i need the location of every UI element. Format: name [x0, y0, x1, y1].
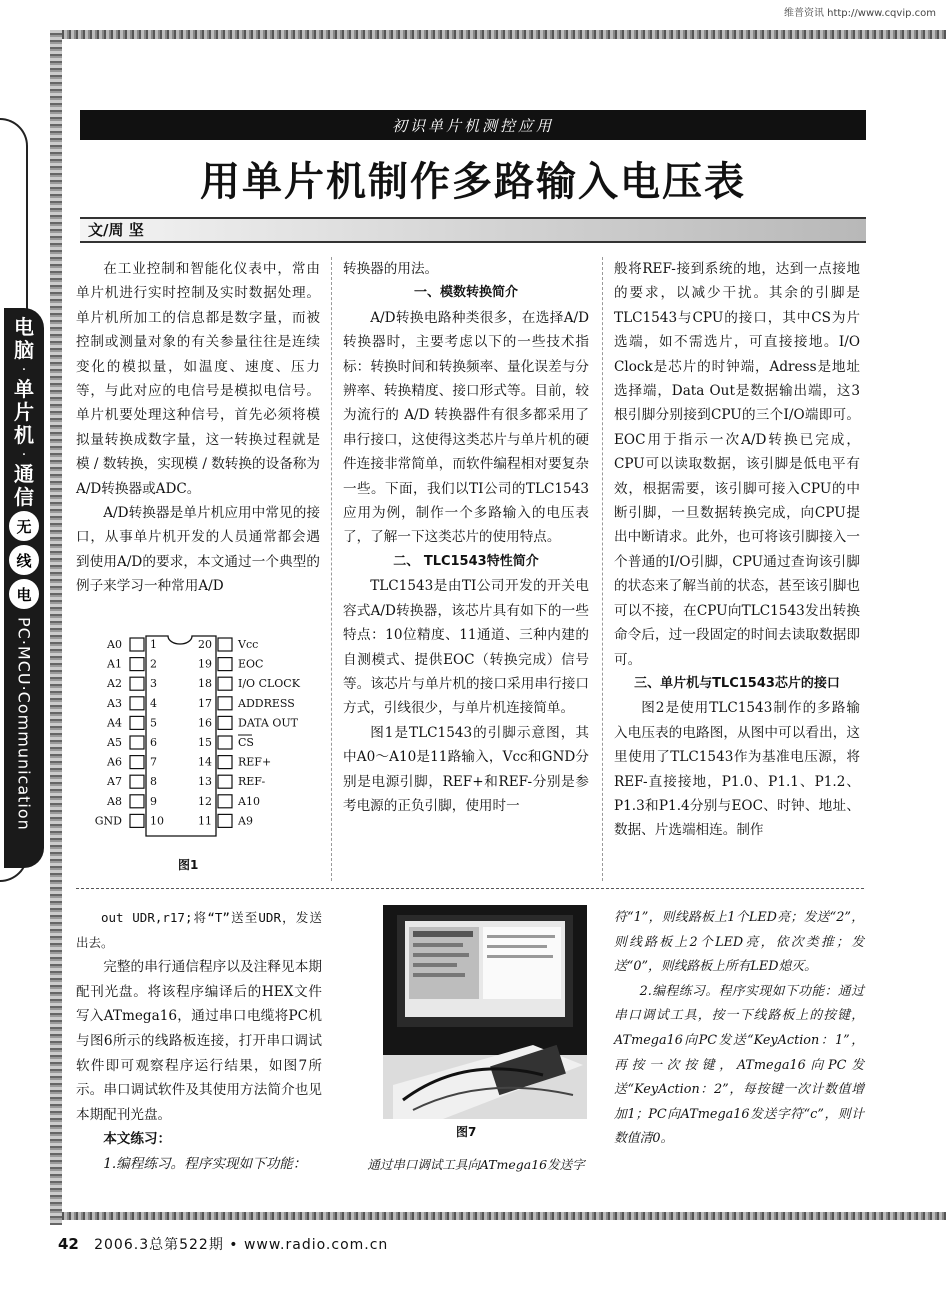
pin-label: A6 [107, 755, 122, 769]
article-column-1 [76, 257, 320, 599]
pin-label: A3 [107, 696, 122, 710]
pin-box [130, 795, 144, 808]
page-footer [58, 1234, 388, 1254]
paragraph: 图1是TLC1543的引脚示意图，其中A0～A10是11路输入，Vcc和GND分别是电源引脚，REF+和REF-分别是参考电源的正负引脚，使用时一 [343, 724, 589, 814]
pin-box [130, 638, 144, 651]
pin-number: 7 [150, 755, 157, 769]
pin-label: REF- [238, 775, 266, 789]
lower-column-1 [76, 906, 322, 1177]
section-heading: 三、单片机与TLC1543芯片的接口 [634, 675, 840, 691]
pin-number: 20 [198, 638, 212, 651]
tab-char: · [21, 362, 27, 378]
watermark: 维普资讯 http://www.cqvip.com [783, 8, 936, 19]
pin-number: 16 [198, 716, 212, 730]
paragraph: A/D转换器是单片机应用中常见的接口，从事单片机开发的人员通常都会遇到使用A/D的要求，本文通过一个典型的例子来学习一种常用A/D [76, 505, 320, 595]
section-heading: 二、 TLC1543特性简介 [393, 553, 539, 569]
pin-number: 6 [150, 736, 157, 749]
pin-label: A7 [107, 775, 122, 789]
pin-label: A10 [238, 794, 260, 808]
photo-monitor-and-board [383, 905, 587, 1119]
pin-box [218, 795, 232, 808]
pin-label: Vcc [238, 638, 259, 651]
pin-label: DATA OUT [238, 716, 298, 730]
article-column-2 [343, 257, 589, 818]
section-heading: 一、模数转换简介 [413, 285, 518, 301]
paragraph: 图2是使用TLC1543制作的多路输入电压表的电路图，从图中可以看出，这里使用了TLC1543作为基准电压源，将REF-直接接地，P1.0、P1.1、P1.2、P1.3和P1.4分别与EOC、时钟、地址、数据、片选端相连。制作 [614, 700, 860, 839]
paragraph: 1.编程练习。程序实现如下功能： [103, 1155, 307, 1172]
pin-label: A1 [107, 657, 122, 671]
tab-char: 脑 [14, 338, 34, 362]
page-bottom-edge [62, 1212, 946, 1220]
figure-7-photo [383, 905, 587, 1119]
page-top-edge [62, 30, 946, 39]
pin-box [130, 658, 144, 671]
article-column-3 [614, 257, 860, 843]
byline-bar [80, 217, 866, 243]
pin-box [218, 638, 232, 651]
pin-box [218, 677, 232, 690]
pin-box [130, 814, 144, 827]
pin-label: I/O CLOCK [238, 677, 300, 691]
section-divider [76, 888, 864, 889]
pin-box [218, 756, 232, 769]
tab-english: PC·MCU·Communication [14, 617, 34, 831]
paragraph: TLC1543是由TI公司开发的开关电容式A/D转换器，该芯片具有如下的一些特点：10位精度、11通道、三种内建的自测模式、提供EOC（转换完成）信号等。该芯片与单片机的接口采用串行接口方式，引线很少，与单片机连接简单。 [343, 578, 589, 717]
pin-number: 3 [150, 677, 157, 691]
paragraph: 2.编程练习。程序实现如下功能：通过串口调试工具，按一下线路板上的按键，ATmega16向PC发送“KeyAction：1”，再按一次按键，ATmega16向PC发送“KeyAction：2”，每按键一次计数值增加1；PC向ATmega16发送字符“c”，则计数值清0。 [614, 983, 864, 1147]
circled-char: 线 [9, 545, 39, 575]
pin-number: 1 [150, 638, 157, 651]
tab-char: 片 [14, 400, 34, 424]
tab-char: · [21, 447, 27, 463]
tab-char: 单 [14, 377, 34, 401]
pin-number: 19 [198, 657, 212, 671]
pin-label: A5 [107, 736, 122, 749]
pin-box [130, 775, 144, 788]
pin-number: 5 [150, 716, 157, 730]
pin-number: 8 [150, 775, 157, 789]
pin-number: 14 [198, 755, 212, 769]
author-byline: 文/周 坚 [88, 221, 144, 239]
pin-number: 11 [198, 814, 212, 828]
page-number: 42 [58, 1235, 79, 1253]
pin-label: A0 [107, 638, 122, 651]
pin-box [130, 756, 144, 769]
pin-box [218, 775, 232, 788]
tlc1543-pin-diagram [88, 632, 324, 840]
tab-char: 电 [14, 315, 34, 339]
lower-column-3 [614, 906, 864, 1152]
page-left-edge [50, 30, 62, 1225]
pin-box [218, 736, 232, 749]
tab-char: 机 [14, 423, 34, 447]
code-line: out UDR,r17;将“T”送至UDR，发送出去。 [76, 910, 322, 950]
paragraph: 般将REF-接到系统的地，达到一点接地的要求，以减少干扰。其余的引脚是TLC1543与CPU的接口，其中CS为片选端，如不需选片，可直接接地。I/O Clock是芯片的时钟端，Adress是地址选择端，Data Out是数据输出端，这3根引脚分别接到CPU的三个I/O端即可。EOC用于指示一次A/D转换已完成，CPU可以读取数据，该引脚是低电平有效，根据需要，该引脚可接入CPU的中断引脚，一旦数据转换完成，向CPU提出中断请求。此外，也可将该引脚接入一个普通的I/O引脚，CPU通过查询该引脚的状态来了解当前的状态，甚至该引脚也可以不接，在CPU向TLC1543发出转换命令后，过一段固定的时间去读取数据即可。 [614, 261, 860, 668]
pin-label: GND [94, 814, 122, 828]
pin-label: REF+ [238, 755, 272, 769]
circled-char: 电 [9, 579, 39, 609]
pin-box [218, 814, 232, 827]
pin-label: CS [238, 736, 254, 749]
pin-number: 18 [198, 677, 212, 691]
paragraph: 完整的串行通信程序以及注释见本期配刊光盘。将该程序编译后的HEX文件写入ATmega16，通过串口电缆将PC机与图6所示的线路板连接，打开串口调试软件即可观察程序运行结果，如图7所示。串口调试软件及其使用方法简介也见本期配刊光盘。 [76, 959, 322, 1123]
column-kicker: 初识单片机测控应用 [80, 110, 866, 140]
column-rule [602, 257, 603, 881]
paragraph: 转换器的用法。 [343, 261, 439, 277]
pin-label: A9 [238, 814, 253, 828]
pin-number: 10 [150, 814, 164, 828]
page-title: 用单片机制作多路输入电压表 [200, 159, 746, 205]
pin-number: 15 [198, 736, 212, 749]
paragraph: 在工业控制和智能化仪表中，常由单片机进行实时控制及实时数据处理。单片机所加工的信息都是数字量，而被控制或测量对象的有关参量往往是连续变化的模拟量，如温度、速度、压力等，与此对应的电信号是模拟电信号。单片机要处理这种信号，首先必须将模拟量转换成数字量，这一转换过程就是模 / 数转换，实现模 / 数转换的设备称为A/D转换器或ADC。 [76, 261, 320, 497]
paragraph: 符“1”，则线路板上1个LED亮；发送“2”，则线路板上2个LED亮，依次类推；发送“0”，则线路板上所有LED熄灭。 [614, 910, 864, 975]
paragraph: A/D转换电路种类很多，在选择A/D转换器时，主要考虑以下的一些技术指标：转换时间和转换频率、量化误差与分辨率、转换精度、接口形式等。目前，较为流行的 A/D 转换器件有很多都采用了串行接口，这使得这类芯片与单片机的硬件连接非常简单，而软件编程相对要复杂一些。下面，我们以TI公司的TLC1543应用为例，制作一个多路输入的电压表了，了解一下这类芯片的使用特点。 [343, 309, 589, 546]
pin-number: 17 [198, 696, 212, 710]
tab-char: 信 [14, 485, 34, 509]
pin-number: 12 [198, 794, 212, 808]
figure-7-subcaption: 通过串口调试工具向ATmega16发送字 [367, 1157, 585, 1172]
tab-char: 通 [14, 462, 34, 486]
pin-box [218, 697, 232, 710]
pin-box [130, 677, 144, 690]
pin-label: EOC [238, 657, 264, 671]
figure-7-caption: 图7 [456, 1125, 477, 1139]
pin-box [130, 716, 144, 729]
pin-box [218, 716, 232, 729]
pin-number: 4 [150, 696, 157, 710]
pin-box [218, 658, 232, 671]
pin-label: A8 [107, 794, 122, 808]
pin-label: A2 [107, 677, 122, 691]
pin-label: A4 [107, 716, 122, 730]
figure-1-caption: 图1 [178, 858, 199, 872]
pin-number: 9 [150, 794, 157, 808]
pin-box [130, 736, 144, 749]
pin-number: 2 [150, 657, 157, 671]
pin-label: ADDRESS [238, 696, 295, 710]
column-rule [331, 257, 332, 881]
exercise-heading: 本文练习： [103, 1131, 172, 1148]
circled-char: 无 [9, 511, 39, 541]
pin-box [130, 697, 144, 710]
pin-number: 13 [198, 775, 212, 789]
section-tab [4, 308, 44, 868]
issue-info: 2006.3总第522期 • www.radio.com.cn [94, 1237, 389, 1253]
